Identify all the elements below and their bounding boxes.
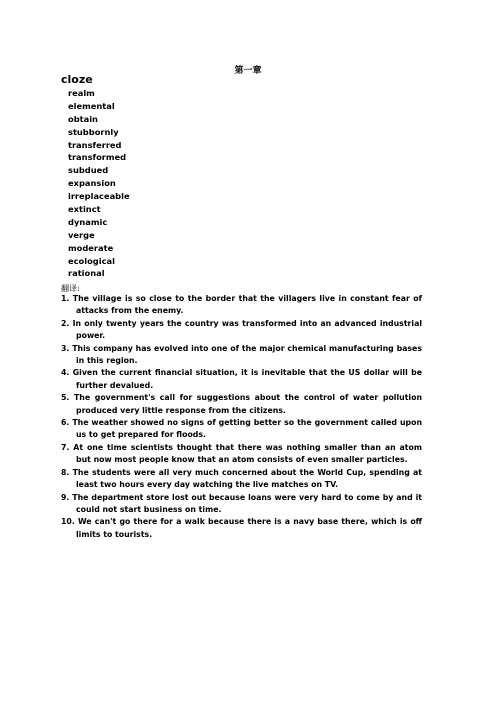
vocab-item: irreplaceable (68, 191, 130, 202)
sentence-item: 6. The weather showed no signs of getting better so the government called upon us to get prepared for floods. (61, 418, 422, 440)
vocab-item: realm (68, 88, 95, 98)
sentence-item: 8. The students were all very much concerned about the World Cup, spending at least two hours every day watching the live matches on TV. (61, 467, 422, 490)
translation-sentences (61, 293, 422, 541)
sentence-item: 2. In only twenty years the country was transformed into an advanced industrial power. (61, 318, 422, 341)
sentence-item: 9. The department store lost out because loans were very hard to come by and it could not start business on time. (61, 492, 422, 514)
vocabulary-list (68, 87, 130, 280)
chapter-title: 第一章 (234, 66, 262, 76)
sentence-item: 7. At one time scientists thought that there was nothing smaller than an atom but now most people know that an atom consists of even smaller particles. (61, 442, 422, 465)
vocab-item: subdued (68, 165, 109, 176)
sentence-item: 10. We can't go there for a walk because there is a navy base there, which is off limits to tourists. (61, 517, 422, 539)
vocab-item: transferred (68, 139, 122, 150)
sentence-item: 1. The village is so close to the border that the villagers live in constant fear of attacks from the enemy. (61, 294, 422, 316)
vocab-item: obtain (68, 113, 98, 124)
vocab-item: stubbornly (68, 126, 119, 137)
vocab-item: extinct (68, 204, 101, 215)
vocab-item: transformed (68, 152, 127, 163)
sentence-item: 5. The government's call for suggestions about the control of water pollution produced very little response from the citizens. (61, 393, 422, 415)
vocab-item: rational (68, 268, 105, 279)
vocab-item: verge (68, 229, 95, 240)
sentence-item: 4. Given the current financial situation, it is inevitable that the US dollar will be further devalued. (61, 368, 422, 390)
sentence-item: 3. This company has evolved into one of the major chemical manufacturing bases in this region. (61, 343, 422, 366)
translation-label: 翻译: (61, 284, 80, 293)
vocab-item: ecological (68, 255, 115, 266)
section-title: cloze (61, 73, 93, 86)
vocab-item: elemental (68, 100, 115, 111)
vocab-item: expansion (68, 178, 116, 189)
vocab-item: dynamic (68, 216, 108, 227)
vocab-item: moderate (68, 242, 114, 253)
